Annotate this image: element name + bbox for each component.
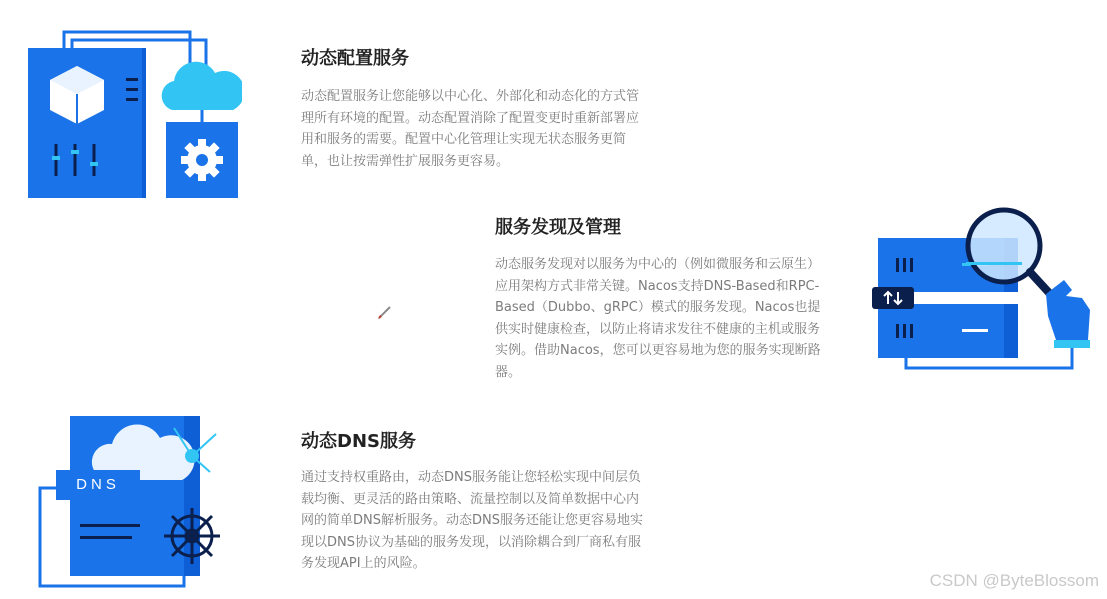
feature-desc-config: 动态配置服务让您能够以中心化、外部化和动态化的方式管理所有环境的配置。动态配置消除了配置变更时重新部署应用和服务的需要。配置中心化管理让实现无状态服务更简单，也让按需弹性扩展服务更容易。 [301, 89, 640, 169]
config-server-illustration [22, 26, 242, 202]
watermark: CSDN @ByteBlossom [929, 571, 1099, 590]
feature-desc-discovery: 动态服务发现对以服务为中心的（例如微服务和云原生）应用架构方式非常关键。Nacos支持DNS-Based和RPC-Based（Dubbo、gRPC）模式的服务发现。Nacos也提供实时健康检查，以防止将请求发往不健康的主机或服务实例。借助Nacos，您可以更容易地为您的服务实现断路器。 [495, 257, 821, 380]
feature-title-discovery: 服务发现及管理 [495, 217, 621, 238]
servers-magnifier-illustration [866, 206, 1098, 378]
feature-desc-dns: 通过支持权重路由，动态DNS服务能让您轻松实现中间层负载均衡、更灵活的路由策略、流量控制以及简单数据中心内网的简单DNS解析服务。动态DNS服务还能让您更容易地实现以DNS协议为基础的服务发现，以消除耦合到厂商私有服务发现API上的风险。 [301, 470, 643, 571]
feature-title-dns: 动态DNS服务 [301, 431, 416, 452]
pen-cursor-icon [376, 303, 394, 321]
dns-document-illustration [34, 410, 224, 590]
dns-label: DNS [56, 470, 140, 500]
feature-title-config: 动态配置服务 [301, 48, 409, 69]
